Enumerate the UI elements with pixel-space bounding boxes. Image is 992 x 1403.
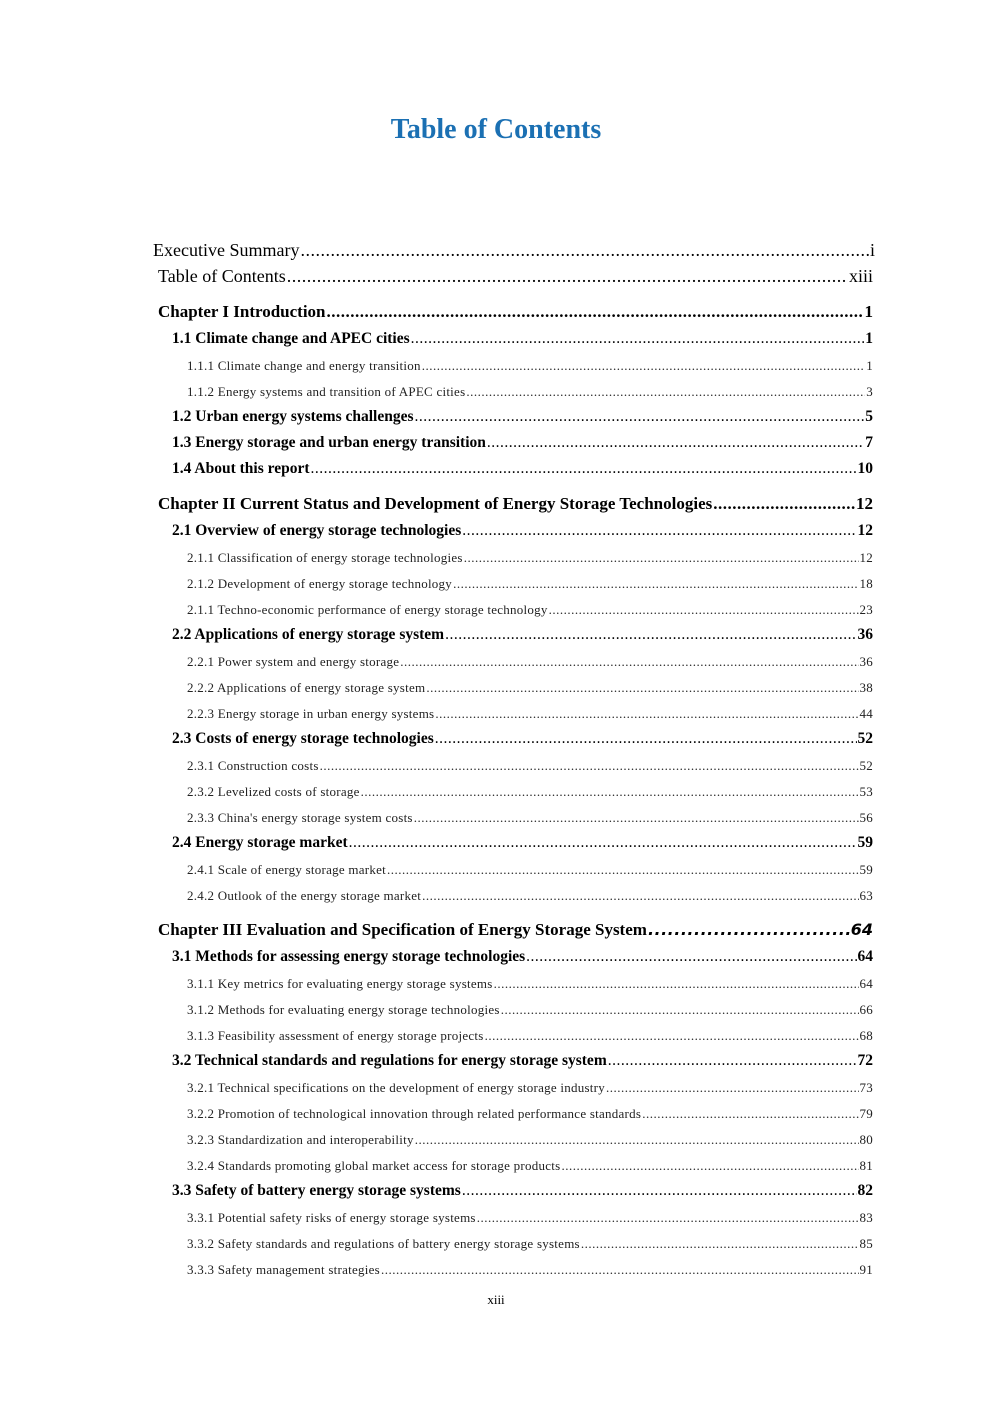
toc-subsection-2-3-1[interactable] (187, 758, 873, 774)
dot-leader (608, 1052, 857, 1070)
toc-entry-label: 3.1 Methods for assessing energy storage technologies (172, 948, 526, 965)
toc-entry-page: 63 (859, 888, 873, 903)
dot-leader (320, 758, 859, 774)
toc-section-2-4[interactable] (172, 834, 873, 852)
toc-entry-label: 2.1.1 Classification of energy storage technologies (187, 550, 463, 565)
toc-entry-page: 53 (859, 784, 873, 799)
dot-leader (435, 730, 857, 748)
toc-subsection-2-2-1[interactable] (187, 654, 873, 670)
toc-entry-page: 38 (859, 680, 873, 695)
toc-chapter-2[interactable] (158, 494, 873, 514)
toc-entry-label: Table of Contents (158, 266, 286, 286)
toc-entry-page: 64 (850, 920, 873, 939)
toc-entry-page: 52 (859, 758, 873, 773)
toc-entry-label: 2.4 Energy storage market (172, 834, 348, 851)
toc-entry-label: 3.1.3 Feasibility assessment of energy storage projects (187, 1028, 484, 1043)
toc-entry-page: 23 (859, 602, 873, 617)
toc-entry-page: 56 (859, 810, 873, 825)
toc-subsection-3-2-3[interactable] (187, 1132, 873, 1148)
dot-leader (462, 522, 856, 540)
toc-subsection-3-1-2[interactable] (187, 1002, 873, 1018)
toc-entry-page: 52 (857, 730, 873, 747)
toc-entry-page: 82 (857, 1182, 873, 1199)
toc-entry-label: Chapter II Current Status and Development of Energy Storage Technologies (158, 494, 713, 513)
toc-entry-label: 2.2.1 Power system and energy storage (187, 654, 400, 669)
toc-subsection-2-3-3[interactable] (187, 810, 873, 826)
dot-leader (477, 1210, 859, 1226)
dot-leader (494, 976, 859, 992)
dot-leader (453, 576, 858, 592)
toc-subsection-2-3-2[interactable] (187, 784, 873, 800)
toc-entry-label: 2.2.3 Energy storage in urban energy systems (187, 706, 435, 721)
toc-section-1-4[interactable] (172, 460, 873, 478)
dot-leader (487, 434, 864, 452)
dot-leader (485, 1028, 859, 1044)
toc-entry-page: 3 (866, 384, 873, 399)
toc-subsection-3-3-2[interactable] (187, 1236, 873, 1252)
toc-section-3-3[interactable] (172, 1182, 873, 1200)
dot-leader (426, 680, 858, 696)
dot-leader (414, 810, 859, 826)
dot-leader (642, 1106, 858, 1122)
toc-entry-label: 1.4 About this report (172, 460, 310, 477)
toc-entry-label: 2.1 Overview of energy storage technologies (172, 522, 462, 539)
toc-entry-page: 1 (866, 358, 873, 373)
toc-subsection-3-3-3[interactable] (187, 1262, 873, 1278)
toc-entry-label: 2.2 Applications of energy storage system (172, 626, 445, 643)
toc-entry-label: 3.3 Safety of battery energy storage systems (172, 1182, 461, 1199)
toc-subsection-3-1-3[interactable] (187, 1028, 873, 1044)
toc-subsection-1-1-1[interactable] (187, 358, 873, 374)
dot-leader (422, 888, 858, 904)
toc-subsection-1-1-2[interactable] (187, 384, 873, 400)
toc-entry-label: 1.1 Climate change and APEC cities (172, 330, 410, 347)
toc-entry-label: 1.1.1 Climate change and energy transition (187, 358, 421, 373)
toc-entry-page: 5 (865, 408, 873, 425)
toc-entry-label: Chapter I Introduction (158, 302, 326, 321)
toc-entry-label: 2.2.2 Applications of energy storage system (187, 680, 426, 695)
dot-leader (501, 1002, 859, 1018)
toc-entry-page: i (869, 240, 875, 260)
dot-leader (526, 948, 856, 966)
toc-entry-label: 3.3.1 Potential safety risks of energy storage systems (187, 1210, 476, 1225)
toc-section-1-2[interactable] (172, 408, 873, 426)
dot-leader (462, 1182, 857, 1200)
toc-entry-page: 81 (859, 1158, 873, 1173)
toc-entry-page: 91 (859, 1262, 873, 1277)
dot-leader (287, 266, 848, 287)
toc-entry-label: 1.1.2 Energy systems and transition of APEC cities (187, 384, 466, 399)
dot-leader (422, 358, 866, 374)
page-number: xiii (487, 1292, 505, 1307)
toc-section-2-1[interactable] (172, 522, 873, 540)
toc-entry-label: 3.1.2 Methods for evaluating energy storage technologies (187, 1002, 500, 1017)
toc-entry-page: 10 (857, 460, 873, 477)
toc-entry-label: 3.2.3 Standardization and interoperability (187, 1132, 414, 1147)
toc-section-2-3[interactable] (172, 730, 873, 748)
toc-entry-page: 59 (859, 862, 873, 877)
toc-entry-label: 2.3.3 China's energy storage system costs (187, 810, 413, 825)
toc-chapter-1[interactable] (158, 302, 873, 322)
toc-entry-label: 3.1.1 Key metrics for evaluating energy storage systems (187, 976, 493, 991)
dot-leader (415, 408, 865, 426)
dot-leader (581, 1236, 859, 1252)
toc-entry-label: 1.3 Energy storage and urban energy transition (172, 434, 486, 451)
page-title: Table of Contents (390, 114, 602, 145)
toc-entry-label: 2.3.1 Construction costs (187, 758, 319, 773)
dot-leader (713, 494, 855, 514)
toc-entry-page: 68 (859, 1028, 873, 1043)
toc-entry-page: 64 (857, 948, 873, 965)
toc-entry-page: 18 (859, 576, 873, 591)
toc-subsection-2-1-1[interactable] (187, 550, 873, 566)
toc-entry-page: 36 (857, 626, 873, 643)
toc-entry-label: Chapter III Evaluation and Specification of Energy Storage System (158, 920, 647, 939)
toc-entry-page: 12 (857, 522, 873, 539)
dot-leader (606, 1080, 859, 1096)
toc-entry-label: 2.1.2 Development of energy storage technology (187, 576, 453, 591)
toc-entry-label: 3.3.2 Safety standards and regulations of battery energy storage systems (187, 1236, 580, 1251)
dot-leader (411, 330, 865, 348)
dot-leader (464, 550, 859, 566)
toc-entry-label: 2.3 Costs of energy storage technologies (172, 730, 434, 747)
dot-leader (381, 1262, 859, 1278)
toc-entry-page: 59 (857, 834, 873, 851)
toc-entry-table-of-contents[interactable] (158, 266, 873, 287)
toc-entry-page: 1 (865, 330, 873, 347)
toc-entry-page: 1 (864, 302, 873, 321)
toc-entry-label: 2.3.2 Levelized costs of storage (187, 784, 360, 799)
toc-entry-label: 3.2.4 Standards promoting global market access for storage products (187, 1158, 561, 1173)
dot-leader (466, 384, 865, 400)
dot-leader (327, 302, 864, 322)
toc-subsection-2-2-3[interactable] (187, 706, 873, 722)
dot-leader (445, 626, 856, 644)
toc-chapter-3[interactable] (158, 920, 873, 940)
toc-entry-label: Executive Summary (153, 240, 300, 260)
toc-subsection-3-2-4[interactable] (187, 1158, 873, 1174)
toc-entry-label: 3.2.1 Technical specifications on the development of energy storage industry (187, 1080, 605, 1095)
toc-entry-label: 3.3.3 Safety management strategies (187, 1262, 380, 1277)
toc-subsection-3-2-1[interactable] (187, 1080, 873, 1096)
toc-section-3-2[interactable] (172, 1052, 873, 1070)
toc-subsection-2-1-3[interactable] (187, 602, 873, 618)
toc-entry-page: 64 (859, 976, 873, 991)
toc-entry-page: 12 (856, 494, 873, 513)
toc-entry-label: 3.2.2 Promotion of technological innovation through related performance standards (187, 1106, 642, 1121)
toc-entry-page: 72 (857, 1052, 873, 1069)
dot-leader (549, 602, 859, 618)
toc-subsection-3-2-2[interactable] (187, 1106, 873, 1122)
toc-section-1-3[interactable] (172, 434, 873, 452)
dot-leader (561, 1158, 858, 1174)
toc-entry-page: 44 (859, 706, 873, 721)
toc-subsection-2-4-2[interactable] (187, 888, 873, 904)
toc-section-2-2[interactable] (172, 626, 873, 644)
toc-subsection-2-4-1[interactable] (187, 862, 873, 878)
toc-subsection-3-3-1[interactable] (187, 1210, 873, 1226)
toc-entry-label: 1.2 Urban energy systems challenges (172, 408, 414, 425)
dot-leader (415, 1132, 859, 1148)
dot-leader (387, 862, 859, 878)
dot-leader (311, 460, 857, 478)
toc-entry-page: xiii (848, 266, 873, 286)
toc-section-3-1[interactable] (172, 948, 873, 966)
toc-entry-label: 3.2 Technical standards and regulations for energy storage system (172, 1052, 607, 1069)
toc-section-1-1[interactable] (172, 330, 873, 348)
toc-entry-page: 36 (859, 654, 873, 669)
toc-entry-page: 85 (859, 1236, 873, 1251)
dot-leader (361, 784, 859, 800)
toc-entry-label: 2.4.2 Outlook of the energy storage market (187, 888, 422, 903)
dot-leader (300, 240, 869, 261)
toc-entry-page: 12 (859, 550, 873, 565)
dot-leader (648, 920, 850, 939)
toc-entry-page: 73 (859, 1080, 873, 1095)
toc-subsection-3-1-1[interactable] (187, 976, 873, 992)
toc-entry-page: 7 (865, 434, 873, 451)
toc-entry-page: 66 (859, 1002, 873, 1017)
toc-entry-label: 2.1.1 Techno-economic performance of energy storage technology (187, 602, 548, 617)
toc-entry-executive-summary[interactable] (153, 240, 875, 261)
toc-entry-page: 79 (859, 1106, 873, 1121)
toc-entry-page: 80 (859, 1132, 873, 1147)
dot-leader (435, 706, 858, 722)
toc-subsection-2-2-2[interactable] (187, 680, 873, 696)
toc-entry-page: 83 (859, 1210, 873, 1225)
dot-leader (400, 654, 858, 670)
toc-subsection-2-1-2[interactable] (187, 576, 873, 592)
toc-entry-label: 2.4.1 Scale of energy storage market (187, 862, 386, 877)
dot-leader (349, 834, 857, 852)
